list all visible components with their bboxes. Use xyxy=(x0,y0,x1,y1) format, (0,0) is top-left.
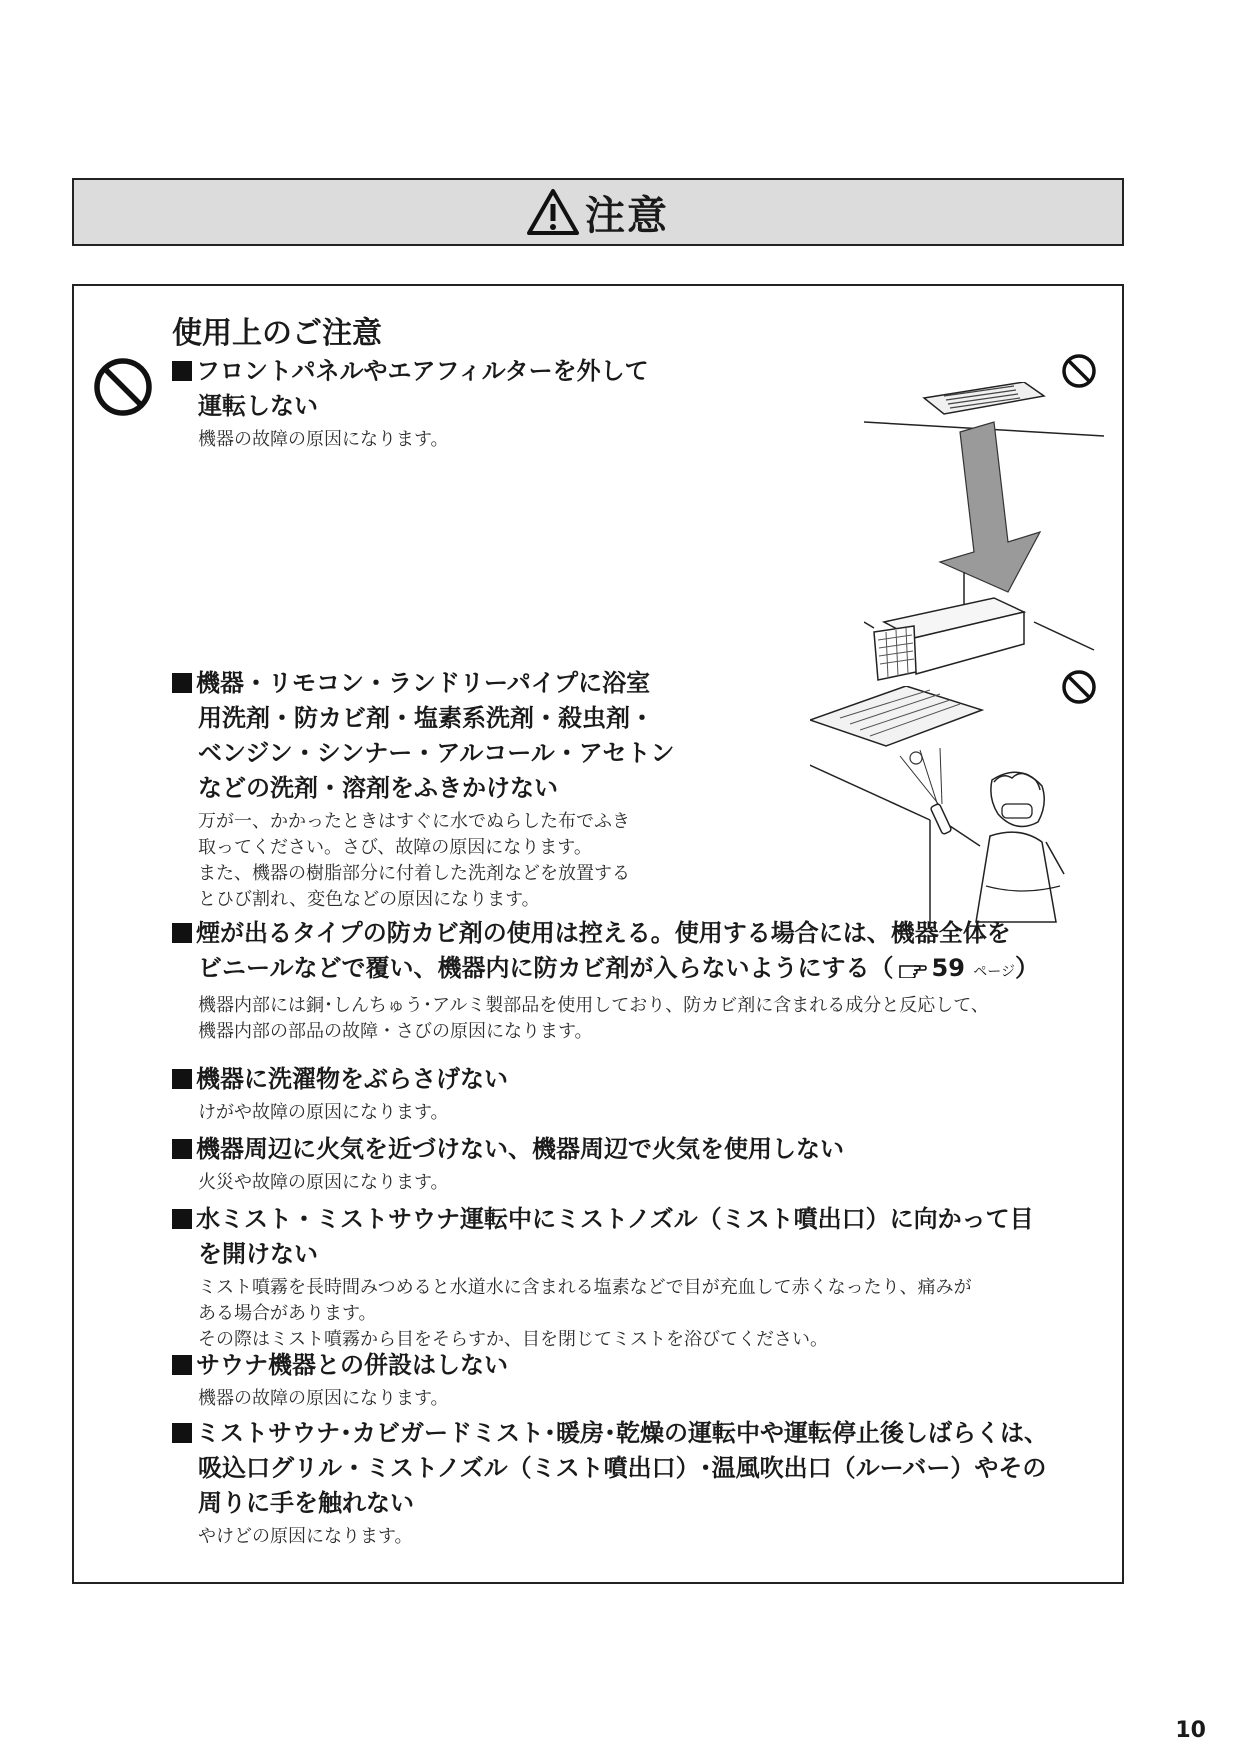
section-title: 使用上のご注意 xyxy=(172,316,382,351)
item-heading: サウナ機器との併設はしない xyxy=(172,1348,1112,1383)
item-heading: 水ミスト・ミストサウナ運転中にミストノズル（ミスト噴出口）に向かって目 を開けない xyxy=(172,1202,1112,1272)
item-description: 機器の故障の原因になります。 xyxy=(198,429,449,450)
caution-item-8 xyxy=(172,1416,1112,1550)
item-description: 火災や故障の原因になります。 xyxy=(198,1172,449,1193)
caution-header xyxy=(72,178,1124,246)
caution-item-3 xyxy=(172,916,1112,1045)
item-description: やけどの原因になります。 xyxy=(198,1526,413,1547)
square-bullet-icon xyxy=(172,1423,192,1443)
caution-item-7 xyxy=(172,1348,1112,1412)
item-heading: 機器に洗濯物をぶらさげない xyxy=(172,1062,1112,1097)
item-heading: フロントパネルやエアフィルターを外して 運転しない xyxy=(172,354,732,424)
pointing-hand-icon xyxy=(898,958,928,978)
prohibition-icon xyxy=(92,356,154,418)
item-heading: 機器・リモコン・ランドリーパイプに浴室 用洗剤・防カビ剤・塩素系洗剤・殺虫剤・ ベンジン・シンナー・アルコール・アセトン などの洗剤・溶剤をふきかけない xyxy=(172,666,792,806)
item-heading: ミストサウナ･カビガードミスト･暖房･乾燥の運転中や運転停止後しばらくは、 吸込口グリル・ミストノズル（ミスト噴出口）･温風吹出口（ルーバー）やその 周りに手を触れない xyxy=(172,1416,1112,1521)
square-bullet-icon xyxy=(172,923,192,943)
item-heading: 機器周辺に火気を近づけない、機器周辺で火気を使用しない xyxy=(172,1132,1112,1167)
caution-item-6 xyxy=(172,1202,1112,1353)
square-bullet-icon xyxy=(172,1069,192,1089)
item-description: 機器内部には銅･しんちゅう･アルミ製部品を使用しており、防カビ剤に含まれる成分と反応して、 機器内部の部品の故障・さびの原因になります。 xyxy=(198,995,989,1042)
header-title: 注意 xyxy=(585,192,669,239)
panel-removal-illustration xyxy=(864,382,1104,682)
page-number: 10 xyxy=(1175,1718,1206,1743)
square-bullet-icon xyxy=(172,361,192,381)
square-bullet-icon xyxy=(172,673,192,693)
item-description: けがや故障の原因になります。 xyxy=(198,1102,449,1123)
item-description: ミスト噴霧を長時間みつめると水道水に含まれる塩素などで目が充血して赤くなったり、痛みが ある場合があります。 その際はミスト噴霧から目をそらすか、目を閉じてミストを浴びてください。 xyxy=(198,1277,972,1350)
caution-item-5 xyxy=(172,1132,1112,1196)
content-box xyxy=(72,284,1124,1584)
caution-item-4 xyxy=(172,1062,1112,1126)
spray-warning-illustration xyxy=(810,686,1110,926)
square-bullet-icon xyxy=(172,1209,192,1229)
item-description: 機器の故障の原因になります。 xyxy=(198,1388,449,1409)
square-bullet-icon xyxy=(172,1139,192,1159)
caution-item-1 xyxy=(172,354,732,453)
square-bullet-icon xyxy=(172,1355,192,1375)
item-heading: 煙が出るタイプの防カビ剤の使用は控える。使用する場合には、機器全体を ビニールなどで覆い、機器内に防カビ剤が入らないようにする（ 59 ページ） xyxy=(172,916,1112,990)
item-description: 万が一、かかったときはすぐに水でぬらした布でふき 取ってください。さび、故障の原因になります。 また、機器の樹脂部分に付着した洗剤などを放置する とひび割れ、変色などの原因になります。 xyxy=(198,811,630,910)
caution-item-2 xyxy=(172,666,792,913)
warning-triangle-icon xyxy=(527,188,579,236)
